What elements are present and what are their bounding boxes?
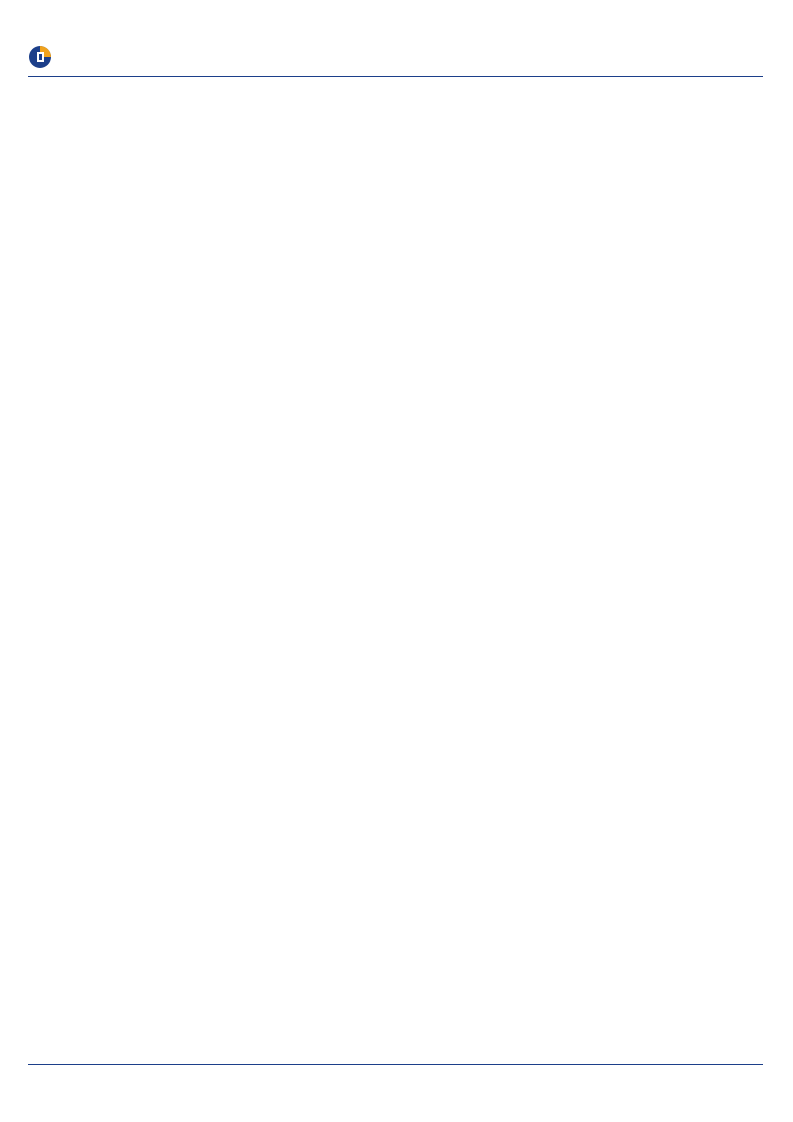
footer-divider bbox=[28, 1064, 763, 1065]
header-divider bbox=[28, 76, 763, 77]
company-logo bbox=[28, 44, 158, 74]
page-header bbox=[0, 0, 793, 80]
sinolink-logo-icon bbox=[28, 44, 52, 70]
